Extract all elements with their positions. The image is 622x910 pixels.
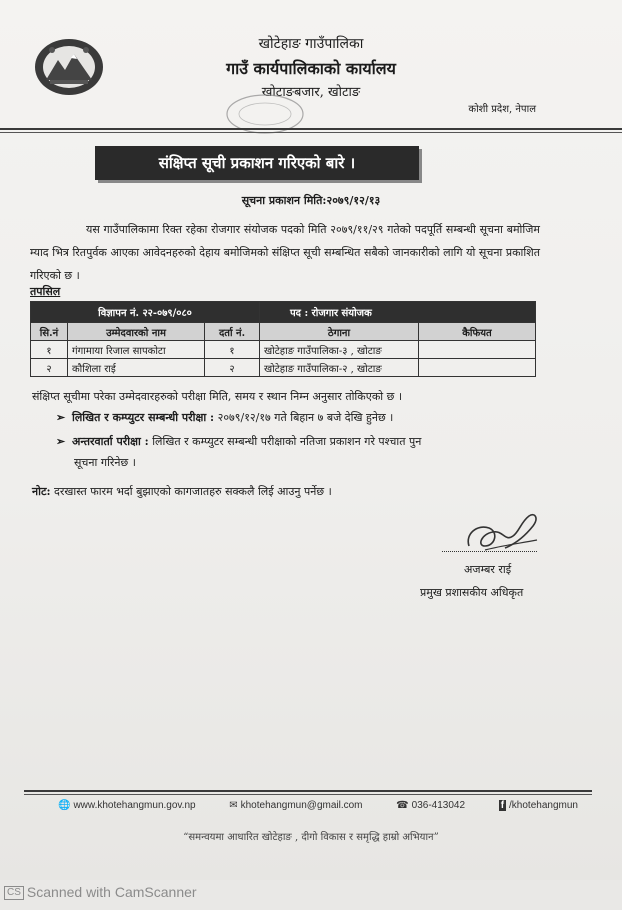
bullet-label: लिखित र कम्प्युटर सम्बन्धी परीक्षा : — [72, 411, 215, 424]
facebook-icon: f — [500, 800, 505, 811]
table-row — [31, 341, 536, 359]
details-heading: तपसिल — [30, 285, 61, 298]
footer-slogan: “समन्वयमा आधारित खोटेहाङ , दीगो विकास र समृद्धि हाम्रो अभियान” — [183, 832, 439, 843]
col-serial: सि.नं — [31, 323, 68, 341]
row-serial: २ — [31, 359, 68, 377]
header-office-name: गाउँ कार्यपालिकाको कार्यालय — [226, 59, 396, 78]
footer-contacts — [58, 800, 578, 811]
phone-icon: ☎ — [396, 800, 409, 811]
footer-divider — [24, 790, 592, 792]
arrow-bullet-icon: ➢ — [56, 411, 66, 424]
phone-text: 036-413042 — [411, 800, 466, 811]
row-remarks — [419, 359, 536, 377]
camscanner-watermark — [4, 884, 197, 900]
note-text: दरखास्त फारम भर्दा बुझाएको कागजातहरु सक्कलै लिई आउनु पर्नेछ । — [50, 485, 332, 498]
footer-facebook — [499, 800, 578, 811]
bullet-label: अन्तरवार्ता परीक्षा : — [72, 435, 149, 448]
row-name: गंगामाया रिजाल सापकोटा — [68, 341, 205, 359]
row-remarks — [419, 341, 536, 359]
col-remarks: कैफियत — [419, 323, 536, 341]
ad-number: विज्ञापन नं. २२-०७९/०८० — [31, 302, 260, 323]
notice-title: संक्षिप्त सूची प्रकाशन गरिएको बारे । — [95, 146, 419, 180]
row-name: कौशिला राई — [68, 359, 205, 377]
signatory-name: अजम्बर राई — [464, 563, 512, 576]
bullet-text: लिखित र कम्प्युटर सम्बन्धी परीक्षाको नतिजा प्रकाशन गरे पश्चात पुन — [148, 435, 422, 448]
table-ad-row — [31, 302, 536, 323]
footer-email — [229, 800, 362, 811]
exam-schedule-intro: संक्षिप्त सूचीमा परेका उम्मेदवारहरुको परीक्षा मिति, समय र स्थान निम्न अनुसार तोकिएको छ । — [32, 390, 402, 403]
footer-divider-thin — [24, 794, 592, 795]
facebook-text: /khotehangmun — [509, 800, 578, 811]
footer-phone — [396, 800, 465, 811]
note-label: नोट: — [32, 485, 51, 498]
website-text: www.khotehangmun.gov.np — [73, 800, 196, 811]
bullet-interview — [56, 431, 536, 473]
row-address: खोटेहाङ गाउँपालिका-३ , खोटाङ — [260, 341, 419, 359]
notice-body: यस गाउँपालिकामा रिक्त रहेका रोजगार संयोजक पदको मिति २०७९/११/२९ गतेको पदपूर्ति सम्बन्धी सूचना बमोजिम म्याद भित्र रितपुर्वक आएका आवेदनहरुको देहाय बमोजिमको संक्षिप्त सूची सम्बन्धित सबैको जानकारीको लागि यो सूचना प्रकाशित गरिएको छ । — [30, 223, 540, 282]
mail-icon: ✉ — [229, 800, 238, 811]
row-serial: १ — [31, 341, 68, 359]
header-divider — [0, 128, 622, 130]
globe-icon: 🌐 — [58, 800, 71, 811]
header-divider-thin — [0, 132, 622, 133]
header-address: खोटाङबजार, खोटाङ — [261, 85, 361, 100]
candidate-table — [30, 301, 536, 377]
col-reg-no: दर्ता नं. — [205, 323, 260, 341]
bullet-continuation: सूचना गरिनेछ । — [74, 456, 136, 469]
bullet-written-exam — [56, 410, 393, 425]
table-header-row — [31, 323, 536, 341]
publication-date: सूचना प्रकाशन मिति:२०७९/१२/१३ — [241, 194, 381, 207]
note — [32, 484, 332, 499]
signature-line — [442, 551, 537, 552]
bullet-text: २०७९/१२/१७ गते बिहान ७ बजे देखि हुनेछ । — [214, 411, 394, 424]
signatory-title: प्रमुख प्रशासकीय अधिकृत — [420, 586, 524, 599]
footer-website — [58, 800, 196, 811]
arrow-bullet-icon: ➢ — [56, 435, 66, 448]
col-name: उम्मेदवारको नाम — [68, 323, 205, 341]
email-text: khotehangmun@gmail.com — [240, 800, 363, 811]
header-province: कोशी प्रदेश, नेपाल — [468, 104, 536, 115]
table-row — [31, 359, 536, 377]
row-address: खोटेहाङ गाउँपालिका-२ , खोटाङ — [260, 359, 419, 377]
row-reg-no: १ — [205, 341, 260, 359]
header-municipality-name: खोटेहाङ गाउँपालिका — [258, 36, 364, 52]
row-reg-no: २ — [205, 359, 260, 377]
camscanner-logo-icon: CS — [4, 886, 24, 900]
post-name: पद : रोजगार संयोजक — [260, 302, 536, 323]
watermark-text: Scanned with CamScanner — [26, 884, 197, 900]
col-address: ठेगाना — [260, 323, 419, 341]
